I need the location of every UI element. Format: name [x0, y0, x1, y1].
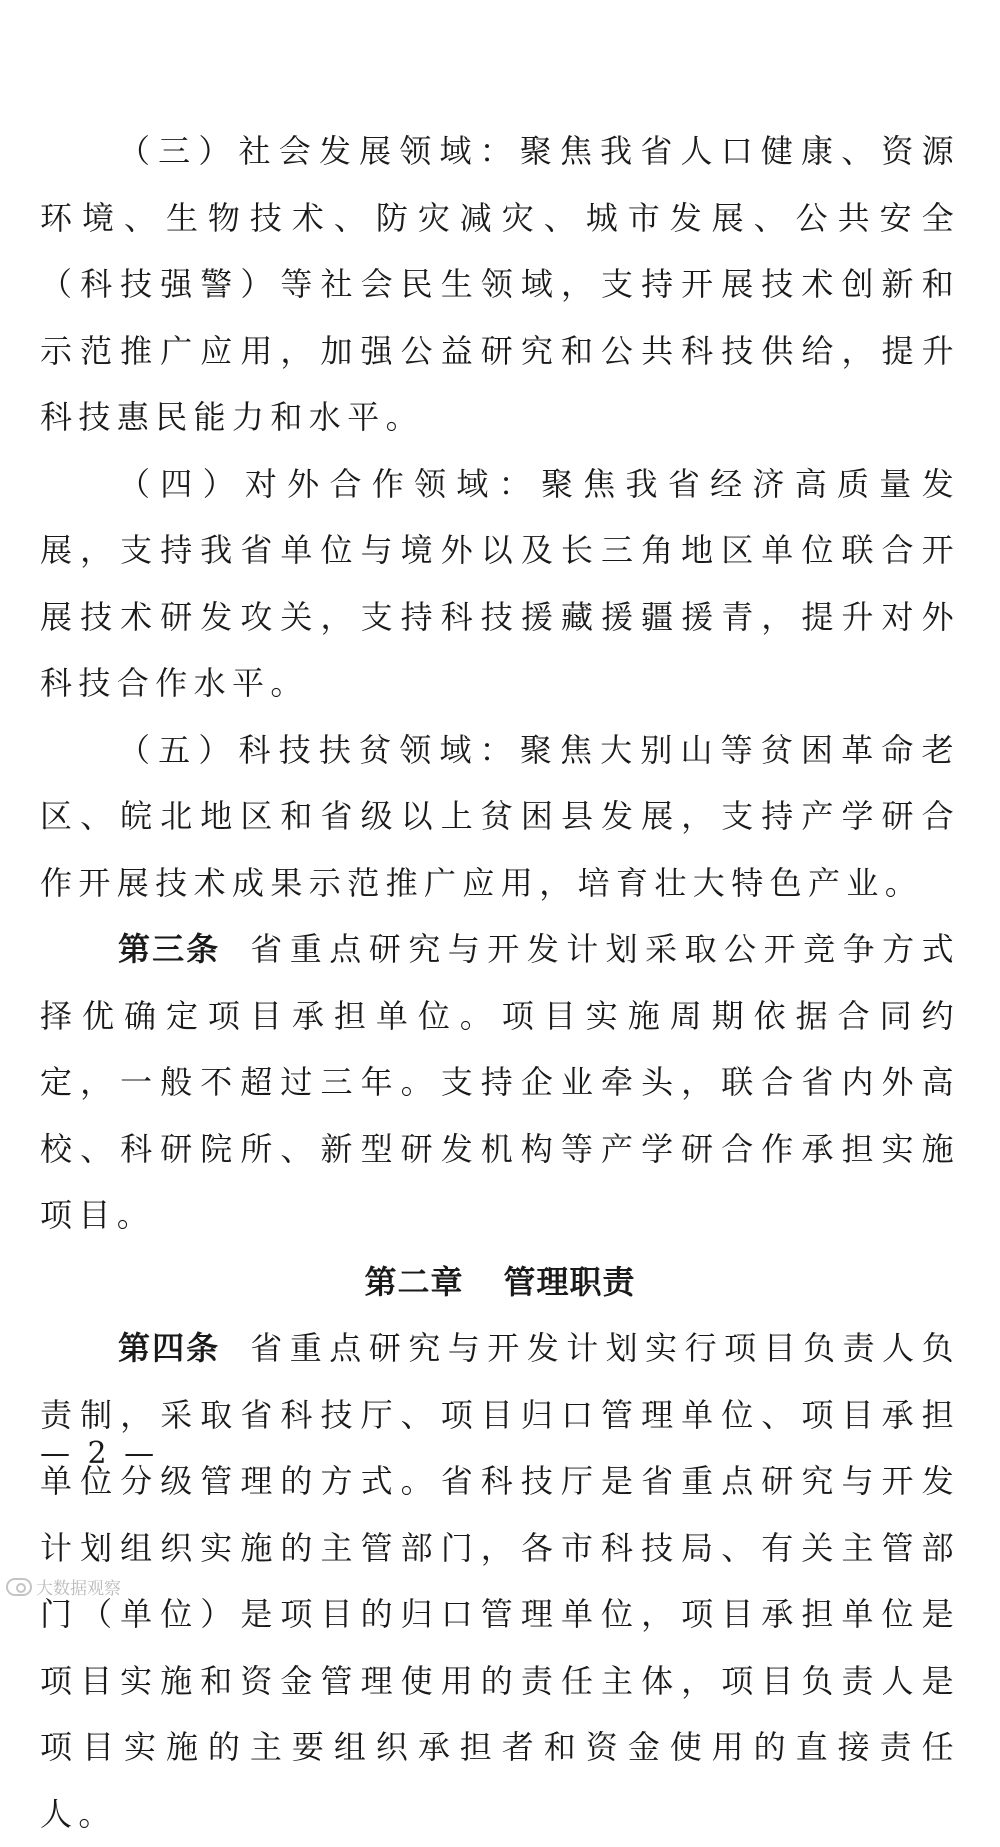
watermark-text: 大数据观察 — [36, 1579, 121, 1599]
paragraph-text: 省重点研究与开发计划采取公开竞争方式择优确定项目承担单位。项目实施周期依据合同约定，一般不超过三年。支持企业牵头，联合省内外高校、科研院所、新型研发机构等产学研合作承担实施项目。 — [40, 930, 960, 1234]
chapter-number: 第二章 — [364, 1262, 464, 1301]
paragraph-text: （三）社会发展领域：聚焦我省人口健康、资源环境、生物技术、防灾减灾、城市发展、公共安全（科技强警）等社会民生领域，支持开展技术创新和示范推广应用，加强公益研究和公共科技供给，提升科技惠民能力和水平。 — [40, 132, 960, 436]
document-body — [40, 118, 960, 1847]
article-heading: 第四条 — [118, 1329, 221, 1367]
paragraph-external-cooperation — [40, 451, 960, 717]
article-four — [40, 1315, 960, 1847]
chapter-title: 管理职责 — [503, 1262, 636, 1301]
paragraph-text: （四）对外合作领域：聚焦我省经济高质量发展，支持我省单位与境外以及长三角地区单位联合开展技术研发攻关，支持科技援藏援疆援青，提升对外科技合作水平。 — [40, 464, 960, 702]
camera-eye-icon — [6, 1578, 32, 1596]
article-three — [40, 916, 960, 1249]
paragraph-social-development — [40, 118, 960, 451]
paragraph-poverty-alleviation — [40, 717, 960, 917]
paragraph-text: （五）科技扶贫领域：聚焦大别山等贫困革命老区、皖北地区和省级以上贫困县发展，支持产学研合作开展技术成果示范推广应用，培育壮大特色产业。 — [40, 730, 960, 902]
article-heading: 第三条 — [118, 930, 221, 968]
watermark — [6, 1574, 121, 1599]
chapter-heading — [40, 1249, 960, 1316]
page-number: — 2 — — [40, 1436, 159, 1471]
paragraph-text: 省重点研究与开发计划实行项目负责人负责制，采取省科技厅、项目归口管理单位、项目承担单位分级管理的方式。省科技厅是省重点研究与开发计划组织实施的主管部门，各市科技局、有关主管部门（单位）是项目的归口管理单位，项目承担单位是项目实施和资金管理使用的责任主体，项目负责人是项目实施的主要组织承担者和资金使用的直接责任人。 — [40, 1329, 960, 1833]
